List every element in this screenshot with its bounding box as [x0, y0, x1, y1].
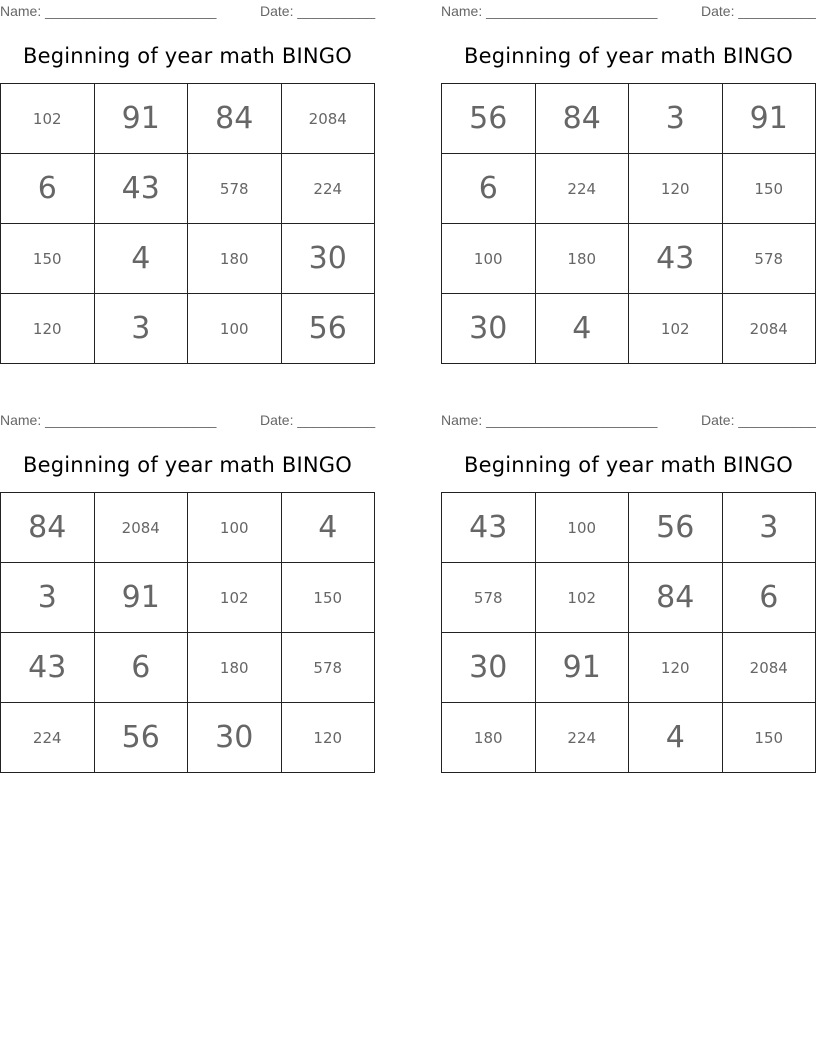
name-field[interactable]: Name: ______________________ — [0, 412, 217, 428]
bingo-cell[interactable]: 120 — [629, 154, 723, 224]
bingo-cell[interactable]: 2084 — [722, 294, 816, 364]
bingo-cell[interactable]: 4 — [281, 493, 375, 563]
bingo-cell[interactable]: 224 — [1, 703, 95, 773]
bingo-cell[interactable]: 6 — [722, 563, 816, 633]
bingo-grid — [0, 83, 375, 364]
card-title: Beginning of year math BINGO — [464, 453, 793, 477]
bingo-cell[interactable]: 84 — [535, 84, 629, 154]
date-field[interactable]: Date: __________ — [701, 3, 816, 19]
bingo-cell[interactable]: 120 — [629, 633, 723, 703]
date-field[interactable]: Date: __________ — [701, 412, 816, 428]
bingo-cell[interactable]: 120 — [1, 294, 95, 364]
bingo-cell[interactable]: 180 — [442, 703, 536, 773]
bingo-cell[interactable]: 43 — [442, 493, 536, 563]
bingo-cell[interactable]: 84 — [188, 84, 282, 154]
bingo-cell[interactable]: 56 — [281, 294, 375, 364]
bingo-cell[interactable]: 180 — [188, 633, 282, 703]
bingo-cell[interactable]: 6 — [94, 633, 188, 703]
bingo-cell[interactable]: 30 — [442, 633, 536, 703]
bingo-cell[interactable]: 30 — [281, 224, 375, 294]
bingo-cell[interactable]: 150 — [281, 563, 375, 633]
bingo-cell[interactable]: 180 — [535, 224, 629, 294]
bingo-card-1 — [0, 0, 376, 346]
bingo-cell[interactable]: 56 — [94, 703, 188, 773]
bingo-cell[interactable]: 150 — [722, 154, 816, 224]
bingo-cell[interactable]: 100 — [442, 224, 536, 294]
bingo-cell[interactable]: 100 — [188, 294, 282, 364]
bingo-cell[interactable]: 84 — [1, 493, 95, 563]
name-field[interactable]: Name: ______________________ — [441, 3, 658, 19]
bingo-grid — [441, 492, 816, 773]
bingo-cell[interactable]: 102 — [188, 563, 282, 633]
bingo-cell[interactable]: 2084 — [94, 493, 188, 563]
bingo-cell[interactable]: 4 — [629, 703, 723, 773]
bingo-cell[interactable]: 578 — [188, 154, 282, 224]
bingo-cell[interactable]: 102 — [1, 84, 95, 154]
bingo-cell[interactable]: 150 — [722, 703, 816, 773]
bingo-cell[interactable]: 91 — [722, 84, 816, 154]
card-title: Beginning of year math BINGO — [464, 44, 793, 68]
card-header — [441, 409, 816, 431]
name-field[interactable]: Name: ______________________ — [0, 3, 217, 19]
bingo-cell[interactable]: 578 — [722, 224, 816, 294]
bingo-cell[interactable]: 3 — [722, 493, 816, 563]
bingo-cell[interactable]: 4 — [535, 294, 629, 364]
bingo-cell[interactable]: 120 — [281, 703, 375, 773]
bingo-cell[interactable]: 180 — [188, 224, 282, 294]
card-header — [441, 0, 816, 22]
bingo-cell[interactable]: 3 — [629, 84, 723, 154]
bingo-cell[interactable]: 91 — [94, 84, 188, 154]
bingo-cell[interactable]: 578 — [442, 563, 536, 633]
bingo-cell[interactable]: 3 — [1, 563, 95, 633]
card-title: Beginning of year math BINGO — [23, 44, 352, 68]
name-field[interactable]: Name: ______________________ — [441, 412, 658, 428]
bingo-card-3 — [0, 409, 376, 755]
bingo-cell[interactable]: 2084 — [722, 633, 816, 703]
bingo-cell[interactable]: 84 — [629, 563, 723, 633]
bingo-cell[interactable]: 4 — [94, 224, 188, 294]
bingo-cell[interactable]: 91 — [535, 633, 629, 703]
card-header — [0, 409, 375, 431]
bingo-cell[interactable]: 30 — [188, 703, 282, 773]
date-field[interactable]: Date: __________ — [260, 412, 376, 428]
card-header — [0, 0, 375, 22]
bingo-cell[interactable]: 224 — [535, 154, 629, 224]
bingo-cell[interactable]: 578 — [281, 633, 375, 703]
bingo-cell[interactable]: 224 — [281, 154, 375, 224]
bingo-card-2 — [441, 0, 816, 346]
bingo-cell[interactable]: 56 — [629, 493, 723, 563]
bingo-cell[interactable]: 100 — [188, 493, 282, 563]
date-field[interactable]: Date: __________ — [260, 3, 376, 19]
bingo-cell[interactable]: 150 — [1, 224, 95, 294]
bingo-cell[interactable]: 3 — [94, 294, 188, 364]
bingo-cell[interactable]: 43 — [1, 633, 95, 703]
bingo-cell[interactable]: 56 — [442, 84, 536, 154]
bingo-cell[interactable]: 2084 — [281, 84, 375, 154]
bingo-cell[interactable]: 102 — [629, 294, 723, 364]
bingo-cell[interactable]: 6 — [442, 154, 536, 224]
bingo-cell[interactable]: 30 — [442, 294, 536, 364]
bingo-cell[interactable]: 6 — [1, 154, 95, 224]
bingo-cell[interactable]: 100 — [535, 493, 629, 563]
bingo-cell[interactable]: 102 — [535, 563, 629, 633]
bingo-cell[interactable]: 224 — [535, 703, 629, 773]
bingo-grid — [441, 83, 816, 364]
bingo-card-4 — [441, 409, 816, 755]
bingo-cell[interactable]: 43 — [94, 154, 188, 224]
bingo-cell[interactable]: 91 — [94, 563, 188, 633]
card-title: Beginning of year math BINGO — [23, 453, 352, 477]
bingo-cell[interactable]: 43 — [629, 224, 723, 294]
bingo-grid — [0, 492, 375, 773]
